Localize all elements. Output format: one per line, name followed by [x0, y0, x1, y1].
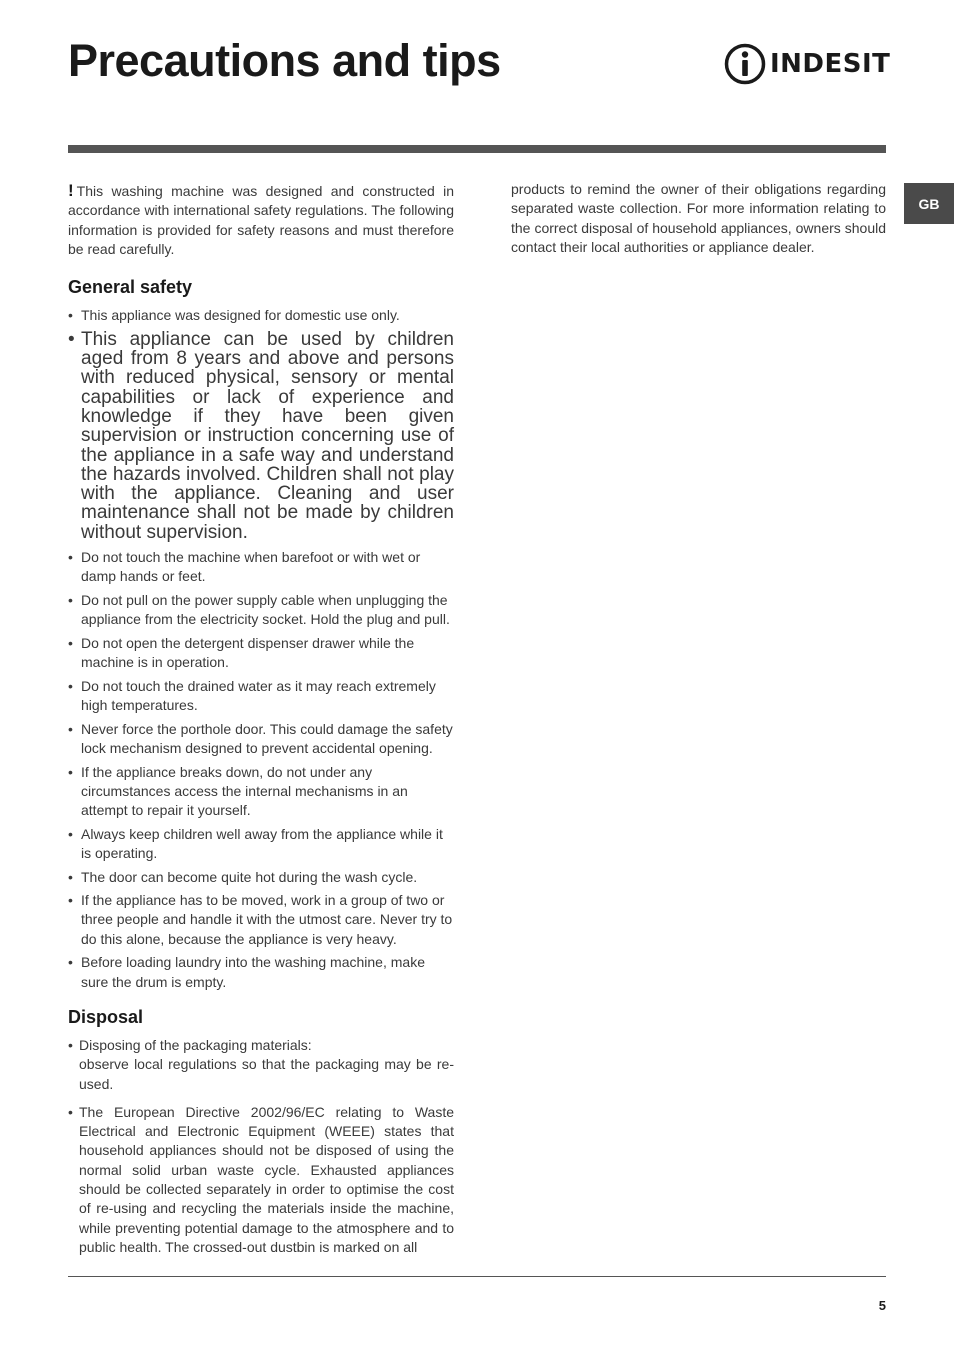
- page-title: Precautions and tips: [68, 35, 501, 86]
- header-rule: [68, 145, 886, 153]
- disposal-continued-paragraph: products to remind the owner of their obligations regarding separated waste collection. For more information relating to the correct disposal of household appliances, owners should contact their local authorities or appliance dealer.: [511, 181, 886, 255]
- brand-name: INDESIT: [770, 49, 891, 79]
- list-item: • Never force the porthole door. This could damage the safety lock mechanism designed to prevent accidental opening.: [68, 720, 453, 756]
- left-column: [68, 181, 454, 1266]
- right-column: [511, 180, 886, 257]
- warning-mark: !: [68, 181, 74, 200]
- general-safety-list: [68, 306, 454, 992]
- list-item: • This appliance was designed for domestic use only.: [68, 307, 400, 324]
- disposal-heading: Disposal: [68, 1006, 144, 1027]
- list-item: • The door can become quite hot during the wash cycle.: [68, 868, 418, 885]
- list-item: • Do not pull on the power supply cable when unplugging the appliance from the electricity socket. Hold the plug and pull.: [68, 591, 450, 628]
- list-item: • Disposing of the packaging materials: observe local regulations so that the packaging may be re-used.: [68, 1036, 454, 1092]
- page-number: 5: [878, 1298, 886, 1313]
- list-item: • If the appliance breaks down, do not under any circumstances access the internal mechanisms in an attempt to repair it yourself.: [68, 763, 408, 819]
- intro-paragraph: [68, 181, 454, 259]
- general-safety-heading: General safety: [68, 277, 193, 298]
- list-item: • Do not touch the machine when barefoot or with wet or damp hands or feet.: [68, 549, 421, 585]
- footer-rule: [68, 1276, 886, 1277]
- list-item: • Do not open the detergent dispenser drawer while the machine is in operation.: [68, 634, 415, 671]
- list-item: • If the appliance has to be moved, work in a group of two or three people and handle it with the utmost care. Never try to do this alone, because the appliance is very heavy.: [68, 892, 453, 947]
- disposal-list: [68, 1036, 454, 1257]
- intro-text: This washing machine was designed and constructed in accordance with international safety regulations. The following information is provided for safety reasons and must therefore be read carefully.: [68, 183, 454, 257]
- language-tab: GB: [904, 183, 954, 224]
- list-item: • This appliance can be used by children aged from 8 years and above and persons with reduced physical, sensory or mental capabilities or lack of experience and knowledge if they have been given supervision or instruction concerning use of the appliance in a safe way and understand the hazards involved. Children shall not play with the appliance. Cleaning and user maintenance shall not be made by children without supervision.: [68, 328, 454, 543]
- list-item: • The European Directive 2002/96/EC relating to Waste Electrical and Electronic Equipment (WEEE) states that household appliances should not be disposed of using the normal solid urban waste cycle. Exhausted appliances should be collected separately in order to optimise the cost of re-using and recycling the materials inside the machine, while preventing potential damage to the atmosphere and to public health. The crossed-out dustbin is marked on all: [68, 1103, 454, 1255]
- brand-logo: [724, 42, 890, 86]
- list-item: • Do not touch the drained water as it may reach extremely high temperatures.: [68, 677, 436, 714]
- list-item: • Always keep children well away from the appliance while it is operating.: [68, 825, 443, 861]
- list-item: • Before loading laundry into the washing machine, make sure the drum is empty.: [68, 954, 425, 990]
- indesit-logo-icon: [724, 43, 766, 85]
